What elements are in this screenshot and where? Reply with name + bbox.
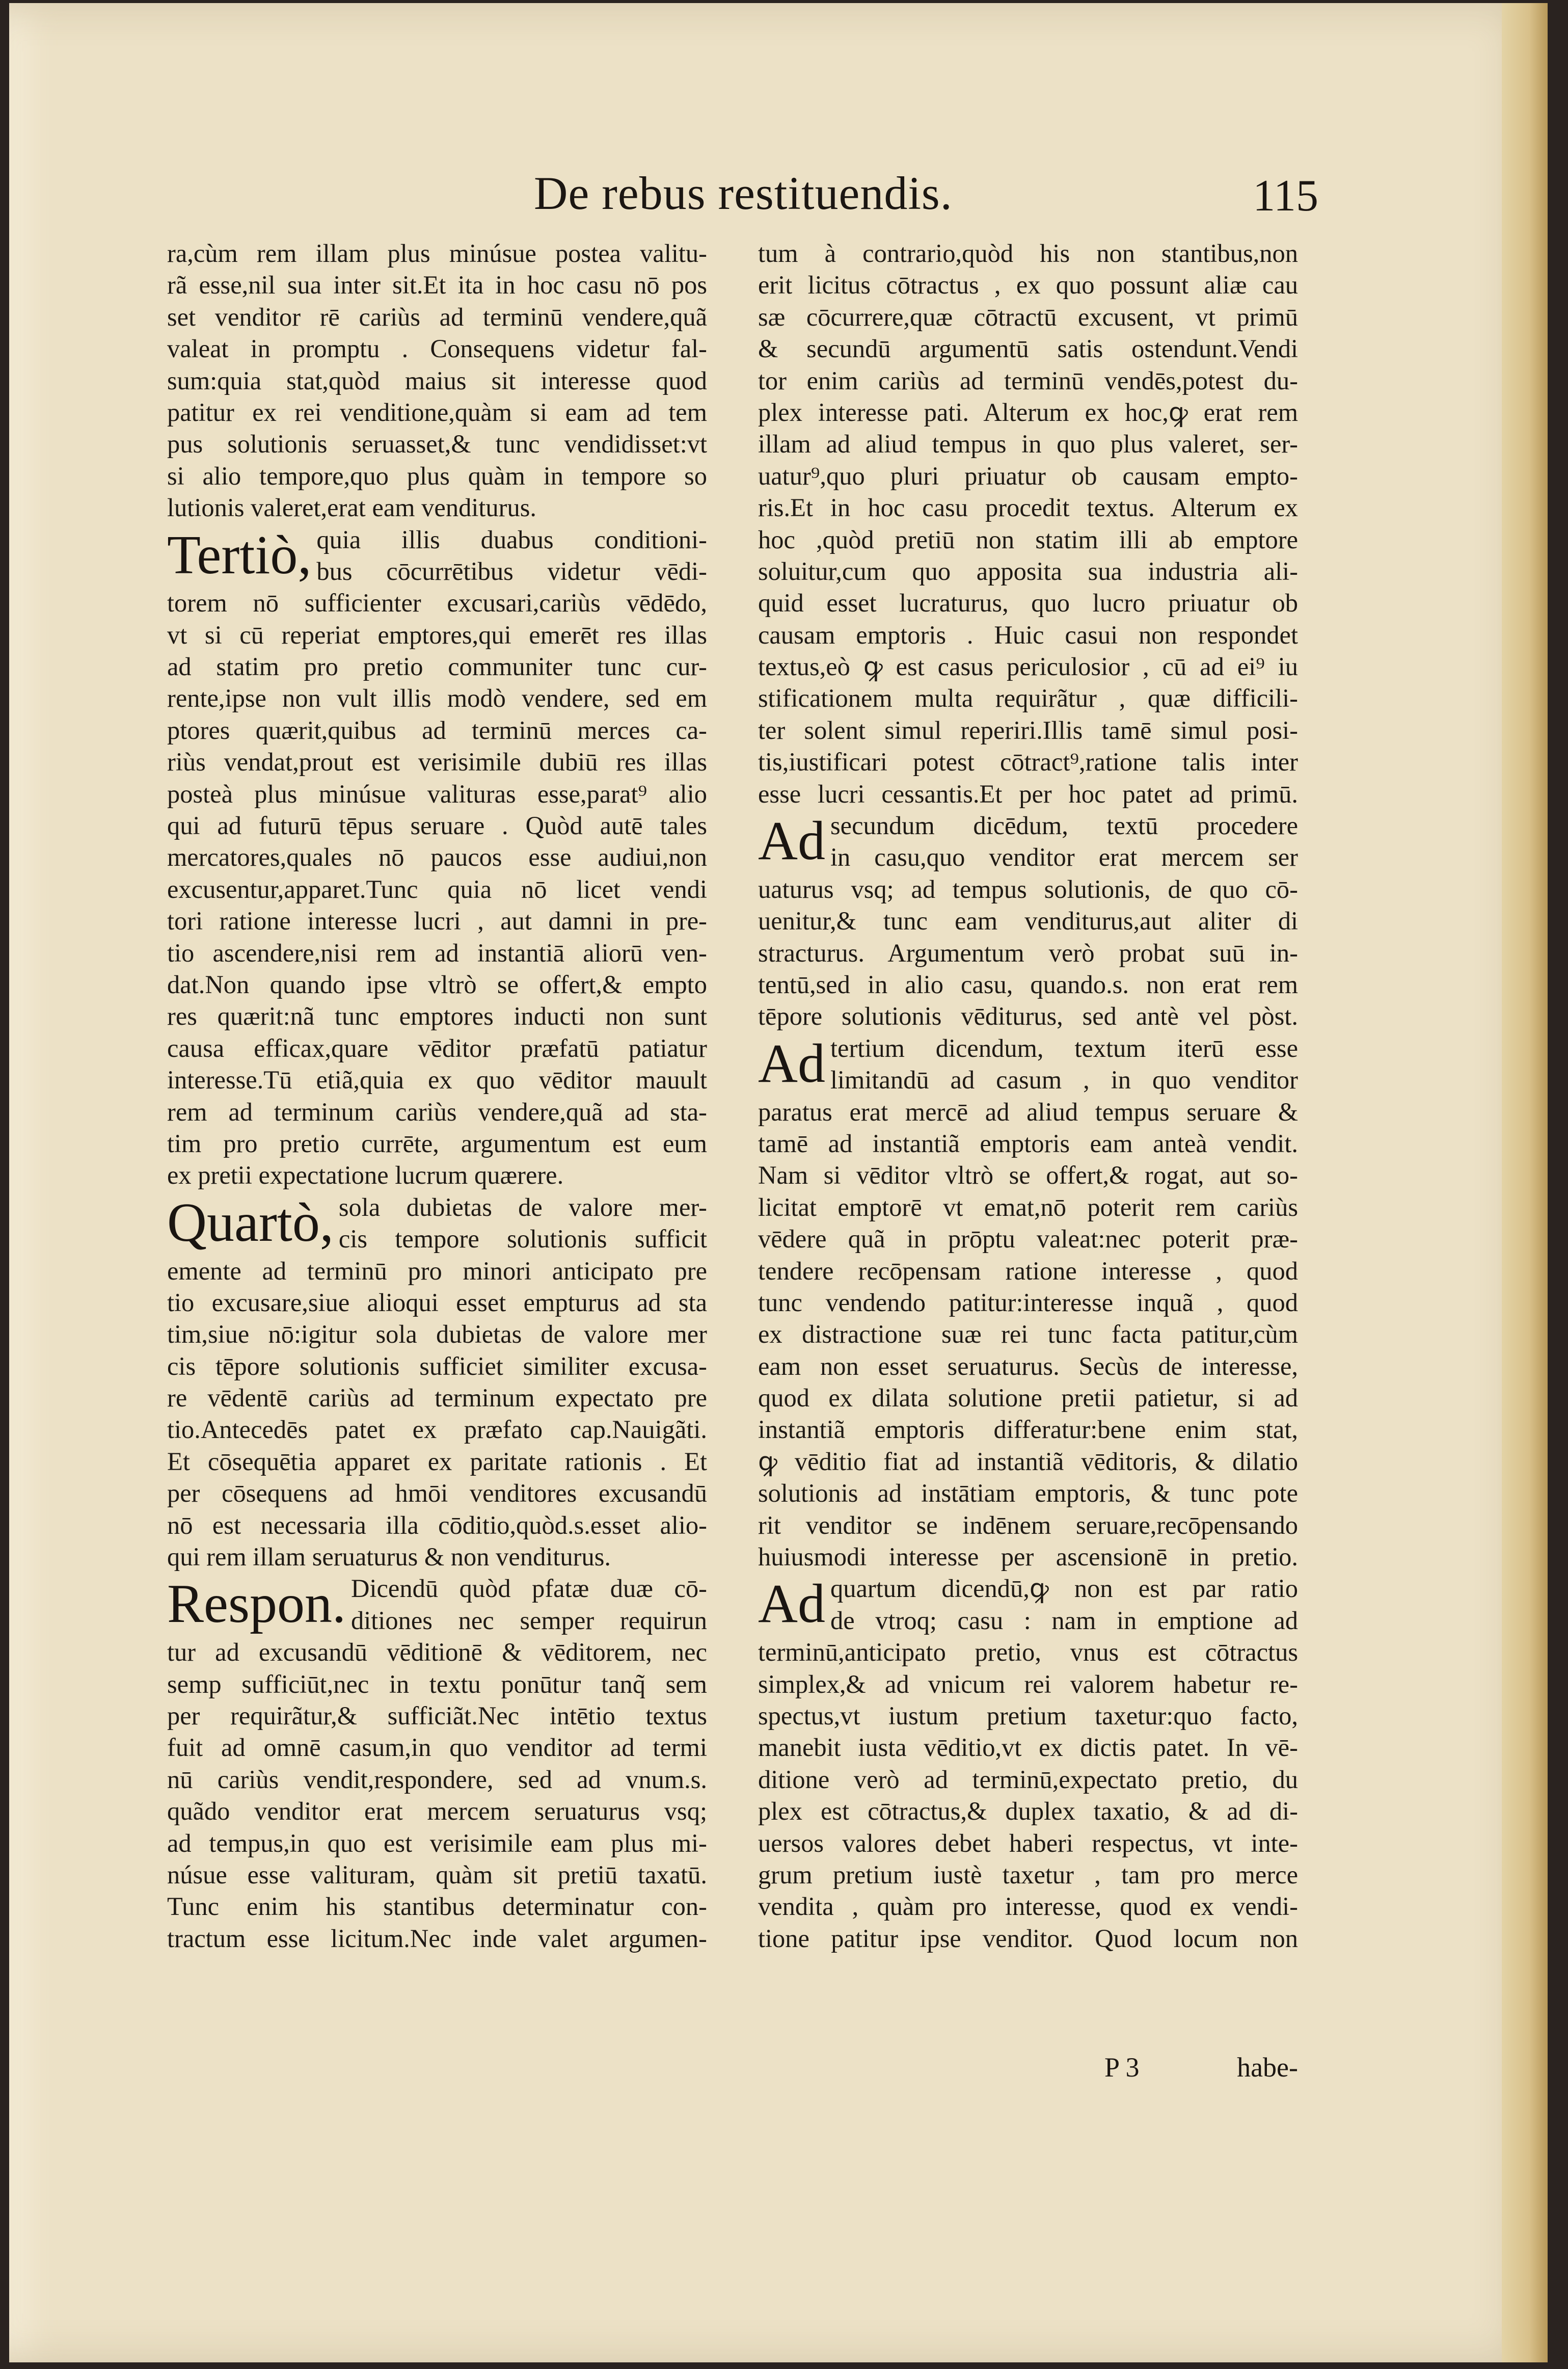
text-line: valeat in promptu . Consequens videtur fal-	[167, 334, 707, 363]
text-line: ditiones nec semper requirun	[351, 1606, 707, 1635]
text-line: excusentur,apparet.Tunc quia nō licet vendi	[167, 874, 707, 903]
text-line: uersos valores debet haberi respectus, vt inte-	[758, 1828, 1298, 1857]
paragraph-head	[830, 1573, 1298, 1636]
text-line: dat.Non quando ipse vltrò se offert,& empto	[167, 970, 707, 999]
text-line: re vēdentē cariùs ad terminum expectato pre	[167, 1383, 707, 1413]
text-line: ꝙ vēditio fiat ad instantiã vēditoris, & dilatio	[758, 1447, 1298, 1476]
initial-word: Respon.	[167, 1574, 346, 1635]
folio-number: 115	[1253, 171, 1318, 221]
text-line: tio excusare,siue alioqui esset empturus ad sta	[167, 1288, 707, 1317]
text-line: si alio tempore,quo plus quàm in tempore so	[167, 461, 707, 490]
text-line: licitat emptorē vt emat,nō poterit rem cariùs	[758, 1192, 1298, 1221]
text-line: vendita , quàm pro interesse, quod ex vendi-	[758, 1892, 1298, 1921]
text-line: stificationem multa requirãtur , quæ difficili-	[758, 684, 1298, 713]
text-line: simplex,& ad vnicum rei valorem habetur re-	[758, 1669, 1298, 1698]
paragraph-head	[830, 1032, 1298, 1096]
text-line: tor enim cariùs ad terminū vendēs,potest du-	[758, 366, 1298, 395]
text-line: eam non esset seruaturus. Secùs de interesse,	[758, 1351, 1298, 1380]
paragraph	[167, 1573, 707, 1954]
text-line: grum pretium iustè taxetur , tam pro merce	[758, 1860, 1298, 1889]
text-line: in casu,quo venditor erat mercem ser	[830, 843, 1298, 872]
text-line: fuit ad omnē casum,in quo venditor ad termi	[167, 1733, 707, 1762]
signature-mark: P 3	[1104, 2052, 1140, 2083]
text-line: uenitur,& tunc eam venditurus,aut aliter di	[758, 907, 1298, 936]
text-line: sum:quia stat,quòd maius sit interesse quod	[167, 366, 707, 395]
text-line: tur ad excusandū vēditionē & vēditorem, nec	[167, 1638, 707, 1667]
text-line: soluitur,cum quo apposita sua industria ali-	[758, 556, 1298, 585]
text-line: Dicendū quòd pfatæ duæ cō-	[351, 1574, 707, 1603]
text-line: esse lucri cessantis.Et per hoc patet ad primū.	[758, 779, 1298, 808]
paragraph	[758, 237, 1298, 810]
page-header	[534, 166, 1318, 227]
text-line: quia illis duabus conditioni-	[316, 525, 707, 554]
text-line: vēdere quã in prōptu valeat:nec poterit præ-	[758, 1225, 1298, 1254]
text-line: qui rem illam seruaturus & non venditurus.	[167, 1542, 611, 1572]
text-line: secundum dicēdum, textū procedere	[830, 811, 1298, 840]
text-line: rente,ipse non vult illis modò vendere, sed em	[167, 684, 707, 713]
initial-word: Ad	[758, 811, 825, 872]
text-line: stracturus. Argumentum verò probat suū in-	[758, 938, 1298, 967]
text-line: hoc ,quòd pretiū non statim illi ab emptore	[758, 525, 1298, 554]
text-line: nō est necessaria illa cōditio,quòd.s.esset alio-	[167, 1510, 707, 1539]
left-column	[167, 237, 707, 1954]
text-line: spectus,vt iustum pretium taxetur:quo facto,	[758, 1701, 1298, 1730]
page-edge	[1502, 3, 1548, 2362]
text-line: huiusmodi interesse per ascensionē in pretio.	[758, 1542, 1298, 1572]
text-line: ex distractione suæ rei tunc facta patitur,cùm	[758, 1320, 1298, 1349]
text-line: semp sufficiūt,nec in textu ponūtur tanq̃ sem	[167, 1669, 707, 1698]
text-line: ra,cùm rem illam plus minúsue postea valitu-	[167, 239, 707, 268]
catchword: habe-	[1237, 2052, 1298, 2083]
text-line: terminū,anticipato pretio, vnus est cōtractus	[758, 1638, 1298, 1667]
text-line: torem nō sufficienter excusari,cariùs vēdēdo,	[167, 589, 707, 618]
text-line: quartum dicendū,ꝙ non est par ratio	[830, 1574, 1298, 1603]
text-line: patitur ex rei venditione,quàm si eam ad tem	[167, 397, 707, 427]
text-line: rem ad terminum cariùs vendere,quã ad sta-	[167, 1097, 707, 1126]
book-page	[9, 3, 1548, 2362]
text-line: erit licitus cōtractus , ex quo possunt aliæ cau	[758, 271, 1298, 300]
paragraph	[758, 1573, 1298, 1954]
text-line: interesse.Tū etiã,quia ex quo vēditor mauult	[167, 1066, 707, 1095]
text-line: rã esse,nil sua inter sit.Et ita in hoc casu nō pos	[167, 271, 707, 300]
text-line: riùs vendat,prout est verisimile dubiū res illas	[167, 748, 707, 777]
text-line: & secundū argumentū satis ostendunt.Vendi	[758, 334, 1298, 363]
paragraph-head	[339, 1191, 707, 1255]
text-line: ter solent simul reperiri.Illis tamē simul posi-	[758, 715, 1298, 744]
paragraph	[167, 237, 707, 524]
text-line: tertium dicendum, textum iterū esse	[830, 1033, 1298, 1062]
right-column	[758, 237, 1298, 1954]
text-line: plex est cōtractus,& duplex taxatio, & ad di-	[758, 1797, 1298, 1826]
text-line: per cōsequens ad hmōi venditores excusandū	[167, 1479, 707, 1508]
text-line: ris.Et in hoc casu procedit textus. Alterum ex	[758, 493, 1298, 522]
text-line: causa efficax,quare vēditor præfatū patiatur	[167, 1033, 707, 1062]
text-line: sola dubietas de valore mer-	[338, 1192, 707, 1221]
text-line: ex pretii expectatione lucrum quærere.	[167, 1161, 564, 1190]
text-line: ad statim pro pretio communiter tunc cur-	[167, 652, 707, 681]
text-line: quid esset lucraturus, quo lucro priuatur ob	[758, 589, 1298, 618]
text-line: quod ex dilata solutione pretii patietur, si ad	[758, 1383, 1298, 1413]
text-line: tori ratione interesse lucri , aut damni in pre-	[167, 907, 707, 936]
initial-word: Tertiò,	[167, 524, 312, 585]
text-line: quãdo venditor erat mercem seruaturus vsq;	[167, 1797, 707, 1826]
text-line: tis,iustificari potest cōtract⁹,ratione talis inter	[758, 748, 1298, 777]
text-line: rit venditor se indēnem seruare,recōpensando	[758, 1510, 1298, 1539]
text-line: tione patitur ipse venditor. Quod locum non	[758, 1924, 1298, 1953]
paragraph	[167, 1191, 707, 1573]
text-line: plex interesse pati. Alterum ex hoc,ꝙ erat rem	[758, 397, 1298, 427]
text-line: per requirãtur,& sufficiãt.Nec intētio textus	[167, 1701, 707, 1730]
paragraph-head	[830, 810, 1298, 873]
text-line: paratus erat mercē ad aliud tempus seruare &	[758, 1097, 1298, 1126]
text-line: uatur⁹,quo pluri priuatur ob causam empto-	[758, 461, 1298, 490]
text-line: manebit iusta vēditio,vt ex dictis patet. In vē-	[758, 1733, 1298, 1762]
text-line: bus cōcurrētibus videtur vēdi-	[316, 556, 707, 585]
initial-word: Ad	[758, 1574, 825, 1635]
text-line: textus,eò ꝙ est casus periculosior , cū ad ei⁹ iu	[758, 652, 1298, 681]
text-line: limitandū ad casum , in quo venditor	[830, 1066, 1298, 1095]
text-line: tim pro pretio currēte, argumentum est eum	[167, 1129, 707, 1158]
text-line: instantiã emptoris differatur:bene enim stat,	[758, 1415, 1298, 1444]
paragraph-head	[316, 524, 707, 588]
text-line: mercatores,quales nō paucos esse audiui,non	[167, 843, 707, 872]
text-line: pus solutionis seruasset,& tunc vendidisset:vt	[167, 430, 707, 459]
text-line: solutionis ad instātiam emptoris, & tunc pote	[758, 1479, 1298, 1508]
text-line: ditione verò ad terminū,expectato pretio, du	[758, 1765, 1298, 1794]
text-line: cis tempore solutionis sufficit	[338, 1225, 707, 1254]
text-line: emente ad terminū pro minori anticipato pre	[167, 1256, 707, 1285]
text-line: tio.Antecedēs patet ex præfato cap.Nauigãti.	[167, 1415, 707, 1444]
text-line: ad tempus,in quo est verisimile eam plus mi-	[167, 1828, 707, 1857]
running-title: De rebus restituendis.	[534, 167, 953, 219]
text-line: lutionis valeret,erat eam venditurus.	[167, 493, 537, 522]
paragraph-head	[351, 1573, 707, 1636]
text-line: Nam si vēditor vltrò se offert,& rogat, aut so-	[758, 1161, 1298, 1190]
text-line: tendere recōpensam ratione interesse , quod	[758, 1256, 1298, 1285]
text-line: tim,siue nō:igitur sola dubietas de valore mer	[167, 1320, 707, 1349]
text-line: tractum esse licitum.Nec inde valet argumen-	[167, 1924, 707, 1953]
text-line: Et cōsequētia apparet ex paritate rationis . Et	[167, 1447, 707, 1476]
text-line: vt si cū reperiat emptores,qui emerēt res illas	[167, 620, 707, 649]
text-line: set venditor rē cariùs ad terminū vendere,quã	[167, 302, 707, 331]
text-line: sæ cōcurrere,quæ cōtractū excusent, vt primū	[758, 302, 1298, 331]
text-line: de vtroq; casu : nam in emptione ad	[830, 1606, 1298, 1635]
paragraph	[758, 1032, 1298, 1573]
paragraph	[758, 810, 1298, 1032]
text-line: Tunc enim his stantibus determinatur con-	[167, 1892, 707, 1921]
text-line: illam ad aliud tempus in quo plus valeret, ser-	[758, 430, 1298, 459]
text-line: tentū,sed in alio casu, quando.s. non erat rem	[758, 970, 1298, 999]
text-line: res quærit:nã tunc emptores inducti non sunt	[167, 1002, 707, 1031]
text-line: qui ad futurū tēpus seruare . Quòd autē tales	[167, 811, 707, 840]
text-line: nū cariùs vendit,respondere, sed ad vnum.s.	[167, 1765, 707, 1794]
text-line: ptores quærit,quibus ad terminū merces ca-	[167, 715, 707, 744]
text-line: uaturus vsq; ad tempus solutionis, de quo cō-	[758, 874, 1298, 903]
text-line: cis tēpore solutionis sufficiet similiter excusa-	[167, 1351, 707, 1380]
text-line: núsue esse valituram, quàm sit pretiū taxatū.	[167, 1860, 707, 1889]
text-line: posteà plus minúsue valituras esse,parat⁹ alio	[167, 779, 707, 808]
initial-word: Quartò,	[167, 1192, 334, 1253]
text-line: causam emptoris . Huic casui non respondet	[758, 620, 1298, 649]
text-line: tamē ad instantiã emptoris eam anteà vendit.	[758, 1129, 1298, 1158]
text-line: tio ascendere,nisi rem ad instantiā aliorū ven-	[167, 938, 707, 967]
paragraph	[167, 524, 707, 1191]
text-line: tunc vendendo patitur:interesse inquã , quod	[758, 1288, 1298, 1317]
text-line: tēpore solutionis vēditurus, sed antè vel pòst.	[758, 1002, 1298, 1031]
text-line: tum à contrario,quòd his non stantibus,non	[758, 239, 1298, 268]
initial-word: Ad	[758, 1033, 825, 1094]
